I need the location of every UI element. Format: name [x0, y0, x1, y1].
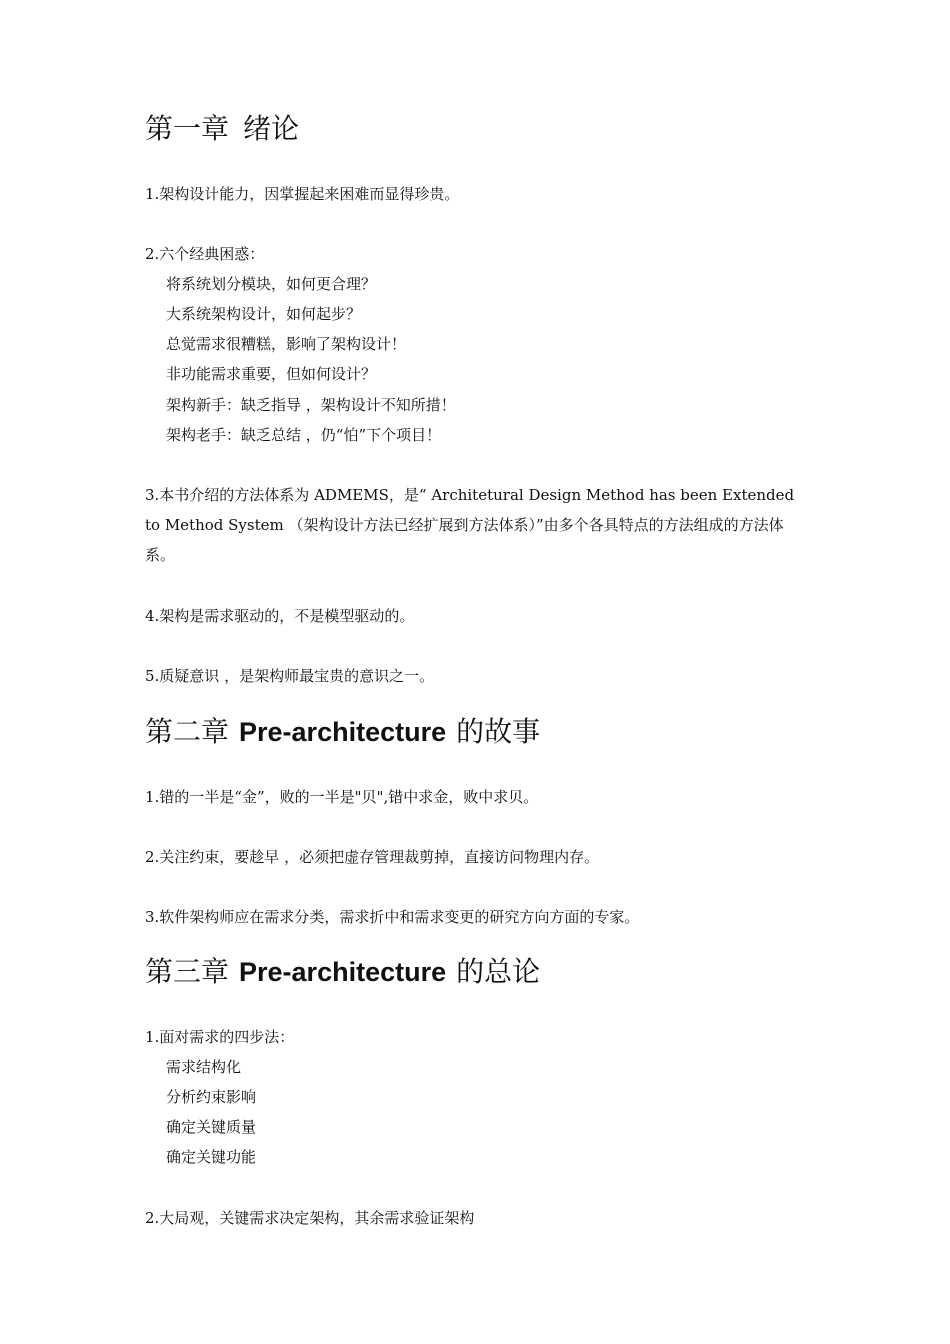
- confusion-item-6: 架构老手：缺乏总结 ，仍“怕”下个项目！: [166, 426, 442, 444]
- chapter-1-paragraph-1: 1.架构设计能力，因掌握起来困难而显得珍贵。: [145, 185, 460, 203]
- chapter-2-paragraph-2: 2.关注约束，要趁早 ，必须把虚存管理裁剪掉，直接访问物理内存。: [145, 848, 600, 866]
- chapter-3-title-latin: Pre-architecture: [239, 957, 447, 987]
- confusion-item-4: 非功能需求重要，但如何设计？: [166, 365, 377, 383]
- chapter-3-title-pre: 第三章: [145, 955, 230, 988]
- confusion-item-1: 将系统划分模块，如何更合理？: [166, 275, 377, 293]
- chapter-3-paragraph-1: 1.面对需求的四步法：: [145, 1028, 295, 1046]
- confusion-item-3: 总觉需求很糟糕，影响了架构设计！: [166, 335, 407, 353]
- chapter-1-paragraph-2: 2.六个经典困惑：: [145, 245, 265, 263]
- confusion-item-2: 大系统架构设计，如何起步？: [166, 305, 362, 323]
- chapter-3-title: [145, 955, 540, 989]
- step-item-3: 确定关键质量: [166, 1118, 257, 1136]
- chapter-1-paragraph-3: 3.本书介绍的方法体系为 ADMEMS，是“ Architetural Design Method has been Extended to Method System （架构设计方法已经扩展到方法体系）”由多个各具特点的方法组成的方法体系。: [145, 486, 795, 564]
- chapter-2-paragraph-1: 1.错的一半是“金”，败的一半是"贝",错中求金，败中求贝。: [145, 788, 539, 806]
- chapter-2-title: [145, 715, 540, 749]
- chapter-1-paragraph-4: 4.架构是需求驱动的，不是模型驱动的。: [145, 607, 415, 625]
- chapter-1-title-post: 绪论: [243, 112, 300, 145]
- chapter-1-paragraph-5: 5.质疑意识 ，是架构师最宝贵的意识之一。: [145, 667, 435, 685]
- chapter-3-title-post: 的总论: [456, 955, 541, 988]
- confusion-item-5: 架构新手：缺乏指导 ，架构设计不知所措！: [166, 396, 456, 414]
- chapter-2-title-latin: Pre-architecture: [239, 717, 447, 747]
- chapter-2-title-post: 的故事: [456, 715, 541, 748]
- chapter-3-paragraph-2: 2.大局观，关键需求决定架构，其余需求验证架构: [145, 1209, 475, 1227]
- step-item-4: 确定关键功能: [166, 1148, 257, 1166]
- chapter-2-paragraph-3: 3.软件架构师应在需求分类，需求折中和需求变更的研究方向方面的专家。: [145, 908, 640, 926]
- chapter-1-title: [145, 112, 299, 146]
- chapter-1-title-pre: 第一章: [145, 112, 230, 145]
- chapter-2-title-pre: 第二章: [145, 715, 230, 748]
- step-item-2: 分析约束影响: [166, 1088, 257, 1106]
- step-item-1: 需求结构化: [166, 1058, 242, 1076]
